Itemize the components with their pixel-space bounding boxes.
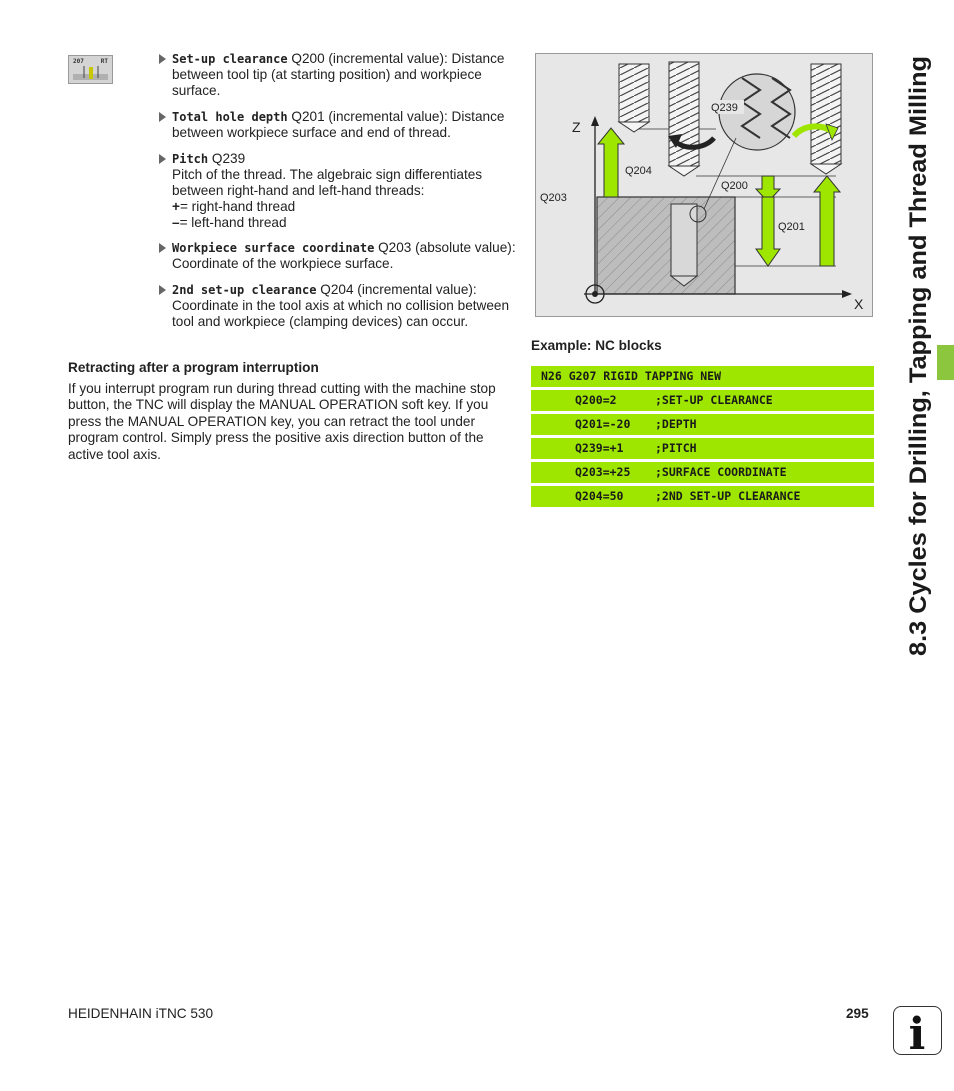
nc-code: Q204=50 <box>575 489 624 503</box>
param-2nd-setup-clearance <box>159 282 519 330</box>
nc-code: Q239=+1 <box>575 441 624 455</box>
chapter-side-title <box>896 52 938 662</box>
nc-code: Q203=+25 <box>575 465 631 479</box>
side-title-text: 8.3 Cycles for Drilling, Tapping and Thread Milling <box>905 87 932 656</box>
pitch-description: Pitch of the thread. The algebraic sign differentiates between right-hand and left-hand threads: <box>172 167 483 198</box>
bullet-triangle-icon <box>159 112 166 122</box>
nc-comment: ;2ND SET-UP CLEARANCE <box>655 489 801 503</box>
param-text: Q203 (absolute value): Coordinate of the workpiece surface. <box>172 240 516 271</box>
param-total-hole-depth <box>159 109 519 141</box>
param-keyword: 2nd set-up clearance <box>172 283 317 297</box>
nc-comment: ;SET-UP CLEARANCE <box>655 393 773 407</box>
tap-right-icon <box>811 64 841 174</box>
drilled-hole <box>671 204 697 276</box>
minus-text: = left-hand thread <box>179 215 287 230</box>
nc-comment: ;PITCH <box>655 441 697 455</box>
param-text: Q239 <box>208 151 246 166</box>
bullet-triangle-icon <box>159 154 166 164</box>
tap-left-icon <box>619 64 649 132</box>
param-text: Q204 (incremental value): Coordinate in the tool axis at which no collision between tool and workpiece (clamping devices) can occur. <box>172 282 510 329</box>
nc-block-header <box>531 366 874 387</box>
q203-label: Q203 <box>540 192 567 204</box>
tapping-diagram-svg <box>536 54 872 316</box>
plus-sign: + <box>172 199 180 214</box>
q200-label: Q200 <box>721 180 748 192</box>
param-text: Q201 (incremental value): Distance between workpiece surface and end of thread. <box>172 109 505 140</box>
minus-sign: – <box>172 215 180 230</box>
bullet-triangle-icon <box>159 285 166 295</box>
info-glyph-svg <box>894 1007 940 1053</box>
q204-arrow <box>598 128 624 197</box>
icon-right-label: RT <box>100 58 108 65</box>
chapter-tab-marker <box>937 345 954 380</box>
x-axis-label: X <box>854 296 864 312</box>
plus-text: = right-hand thread <box>179 199 296 214</box>
info-glyph: i <box>908 1009 926 1053</box>
section-text: If you interrupt program run during thread cutting with the machine stop button, the TNC will display the MANUAL OPERATION soft key. If you press the MANUAL OPERATION key, you can retract the tool under program control. Simply press the positive axis direction button of the active tool axis. <box>68 381 496 462</box>
footer-product: HEIDENHAIN iTNC 530 <box>68 1006 214 1021</box>
info-icon <box>893 1006 942 1055</box>
tap-middle-icon <box>669 62 699 176</box>
param-keyword: Workpiece surface coordinate <box>172 241 375 255</box>
param-setup-clearance <box>159 51 519 99</box>
param-workpiece-surface <box>159 240 519 272</box>
page-number: 295 <box>846 1006 869 1021</box>
bullet-triangle-icon <box>159 243 166 253</box>
nc-block-row <box>531 438 874 459</box>
nc-block-row <box>531 462 874 483</box>
tapping-diagram <box>535 53 873 317</box>
nc-comment: ;DEPTH <box>655 417 697 431</box>
retract-arrow <box>814 176 840 266</box>
q201-arrow <box>756 197 780 266</box>
param-pitch <box>159 151 519 231</box>
nc-code: Q200=2 <box>575 393 617 407</box>
nc-block-row <box>531 390 874 411</box>
example-label: Example: NC blocks <box>531 338 662 353</box>
z-axis-label: Z <box>572 119 581 135</box>
q239-label: Q239 <box>711 102 738 114</box>
param-keyword: Set-up clearance <box>172 52 288 66</box>
cycle-207-icon <box>68 55 113 84</box>
bullet-triangle-icon <box>159 54 166 64</box>
icon-left-label: 207 <box>73 58 84 65</box>
q201-label: Q201 <box>778 221 805 233</box>
nc-code: Q201=-20 <box>575 417 631 431</box>
nc-header-text: N26 G207 RIGID TAPPING NEW <box>541 369 722 383</box>
side-title-svg <box>896 52 938 662</box>
nc-block-row <box>531 486 874 507</box>
workpiece-shape <box>597 197 735 294</box>
param-text: Q200 (incremental value): Distance between tool tip (at starting position) and workpiece surface. <box>172 51 505 98</box>
tap-miniature-icon <box>69 56 112 83</box>
section-heading: Retracting after a program interruption <box>68 360 319 375</box>
param-keyword: Pitch <box>172 152 209 166</box>
nc-block-row <box>531 414 874 435</box>
nc-comment: ;SURFACE COORDINATE <box>655 465 787 479</box>
q204-label: Q204 <box>625 165 652 177</box>
param-keyword: Total hole depth <box>172 110 288 124</box>
